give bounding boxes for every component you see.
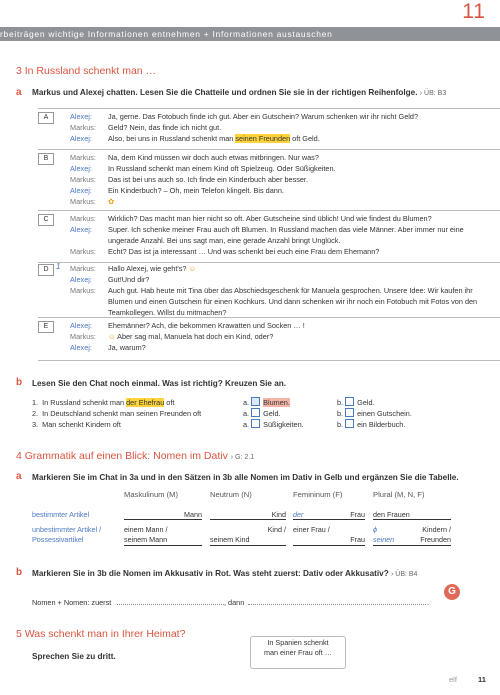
statement-1: 1. In Russland schenkt man der Ehefrau oft (32, 398, 175, 407)
task-5-instruction: Sprechen Sie zu dritt. (32, 652, 116, 661)
checkbox (345, 419, 354, 428)
statement-2: 2. In Deutschland schenkt man seinen Freunden oft (32, 409, 202, 418)
answer-prefix: Nomen + Nomen: zuerst (32, 598, 112, 607)
task-3b-label: b (16, 377, 23, 388)
checkbox (345, 397, 354, 406)
cell-f-indef[interactable]: einer Frau / Frau (293, 525, 365, 544)
task-3a-instruction: Markus und Alexej chatten. Lesen Sie die Chatteile und ordnen Sie sie in der richtigen Reihenfolge. › ÜB: B3 (32, 88, 447, 97)
option-2b[interactable]: b. einen Gutschein. (337, 409, 412, 418)
chat-tag-c: C (38, 214, 54, 226)
statement-3: 3. Man schenkt Kindern oft (32, 420, 121, 429)
answer-blank-second[interactable] (248, 604, 426, 605)
task-4a-label: a (16, 471, 22, 482)
answer-end: . (427, 598, 430, 607)
cell-n-indef[interactable]: Kind / seinem Kind (210, 525, 286, 544)
answer-blank-first[interactable] (117, 604, 224, 605)
dative-highlight: der Ehefrau (126, 398, 165, 407)
task-3a-label: a (16, 87, 22, 98)
col-header-f: Femininum (F) (293, 490, 343, 499)
grammar-badge-icon: G (444, 584, 460, 600)
checkbox (251, 408, 260, 417)
chat-line: Markus: Auch gut. Hab heute mit Tina über das Abschiedsgeschenk für Manuela gesprochen. Unsere Idee: Wir kaufen ihr Blumen und einen Gutschein für einen Kochkurs. Und dann schenken wir ihr noch ein Fotobuch mit Fotos von den Teamkollegen. Willst du mitmachen? (70, 286, 478, 317)
handwritten-order-number: 1 (56, 262, 61, 271)
chat-line: Markus: Echt? Das ist ja interessant … Und was schenkt bei euch eine Frau dem Ehemann? (70, 247, 380, 256)
chat-line: Markus: Das ist bei uns auch so. Ich finde ein Kinderbuch aber besser. (70, 175, 308, 184)
chat-tag-d: D (38, 264, 54, 276)
task-4a-instruction: Markieren Sie im Chat in 3a und in den Sätzen in 3b alle Nomen im Dativ in Gelb und ergänzen Sie die Tabelle. (32, 473, 459, 482)
option-2a[interactable]: a. Geld. (243, 409, 281, 418)
cell-n-def[interactable]: Kind (210, 510, 286, 520)
cell-pl-def: den Frauen (373, 510, 451, 520)
chat-line: Markus: Na, dem Kind müssen wir doch auch etwas mitbringen. Nur was? (70, 153, 319, 162)
cell-m-indef: einem Mann / seinem Mann (124, 525, 202, 546)
chat-c-lines (70, 213, 495, 257)
page-number-top: 11 (462, 0, 486, 23)
sunflower-emoji-icon: ✿ (108, 197, 115, 206)
chat-line: Alexej: Super. Ich schenke meiner Frau auch oft Blumen. In Russland machen das viele Männer. Aber immer nur eine ungerade Anzahl. Bei uns sagt man, eine gerade Anzahl bringt Unglück. (70, 225, 464, 245)
row-label-indefinite: unbestimmter Artikel / Possessivartikel (32, 525, 102, 544)
chat-line: Alexej: Ja, gerne. Das Fotobuch finde ich gut. Aber ein Gutschein? Warum schenken wir ihr nicht Geld? (70, 112, 419, 121)
col-header-pl: Plural (M, N, F) (373, 490, 425, 499)
option-1a[interactable]: a. Blumen. (243, 398, 290, 407)
option-3a[interactable]: a. Süßigkeiten. (243, 420, 304, 429)
chat-a-lines (70, 111, 495, 144)
col-header-n: Neutrum (N) (210, 490, 252, 499)
chat-b-lines (70, 152, 495, 207)
chapter-banner: rbeiträgen wichtige Informationen entnehmen + Informationen austauschen (0, 27, 500, 41)
col-header-m: Maskulinum (M) (124, 490, 179, 499)
section-4-title: 4 Grammatik auf einen Blick: Nomen im Dativ › G: 2.1 (16, 450, 255, 462)
section-3-title: 3 In Russland schenkt man … (16, 65, 157, 77)
speech-bubble: In Spanien schenkt man einer Frau oft … (250, 636, 346, 669)
chat-line: Markus: ✿ (70, 197, 115, 206)
task-4b-label: b (16, 567, 23, 578)
dative-highlight: seinen Freunden (235, 134, 291, 143)
footer-page-number: 11 (478, 675, 486, 684)
cell-f-def[interactable]: der Frau (293, 510, 365, 519)
chat-line: Markus: ☺ Aber sag mal, Manuela hat doch ein Kind, oder? (70, 332, 274, 341)
task-4b-instruction: Markieren Sie in 3b die Nomen im Akkusativ in Rot. Was steht zuerst: Dativ oder Akkusativ? › ÜB: B4 (32, 569, 418, 578)
chat-tag-b: B (38, 153, 54, 165)
chat-line: Alexej: Ehemänner? Ach, die bekommen Krawatten und Socken … ! (70, 321, 305, 330)
chat-line: Markus: Wirklich? Das macht man hier nicht so oft. Aber Gutscheine sind üblich! Und wie findest du Blumen? (70, 214, 432, 223)
wink-emoji-icon: ☺ (108, 332, 116, 341)
option-3b[interactable]: b. ein Bilderbuch. (337, 420, 406, 429)
checkbox (345, 408, 354, 417)
task-3b-instruction: Lesen Sie den Chat noch einmal. Was ist richtig? Kreuzen Sie an. (32, 379, 287, 388)
chat-line: Alexej: In Russland schenkt man einem Kind oft Spielzeug. Oder Süßigkeiten. (70, 164, 336, 173)
cell-m-def: Mann (124, 510, 202, 520)
chat-line: Alexej: Ja, warum? (70, 343, 146, 352)
cell-pl-indef[interactable]: ϕ Kindern / seinen Freunden (373, 525, 451, 544)
chat-e-lines (70, 320, 495, 353)
smiley-emoji-icon: ☺ (188, 264, 196, 273)
option-1b[interactable]: b. Geld. (337, 398, 375, 407)
row-label-definite: bestimmter Artikel (32, 510, 90, 519)
answer-mid: , dann (224, 598, 245, 607)
checkbox (251, 419, 260, 428)
dative-table (32, 490, 452, 552)
chat-line: Markus: Geld? Nein, das finde ich nicht gut. (70, 123, 222, 132)
chat-tag-a: A (38, 112, 54, 124)
chat-line: Alexej: Ein Kinderbuch? – Oh, mein Telefon klingelt. Bis dann. (70, 186, 284, 195)
checkbox-checked (251, 397, 260, 406)
footer-label: elf (449, 675, 457, 684)
chat-line: Alexej: Also, bei uns in Russland schenkt man seinen Freunden oft Geld. (70, 134, 320, 143)
chat-line: Markus: Hallo Alexej, wie geht's? ☺ (70, 264, 196, 273)
chat-line: Alexej: Gut!Und dir? (70, 275, 150, 284)
chat-d-lines (70, 263, 495, 318)
section-5-title: 5 Was schenkt man in Ihrer Heimat? (16, 628, 186, 640)
chat-tag-e: E (38, 321, 54, 333)
